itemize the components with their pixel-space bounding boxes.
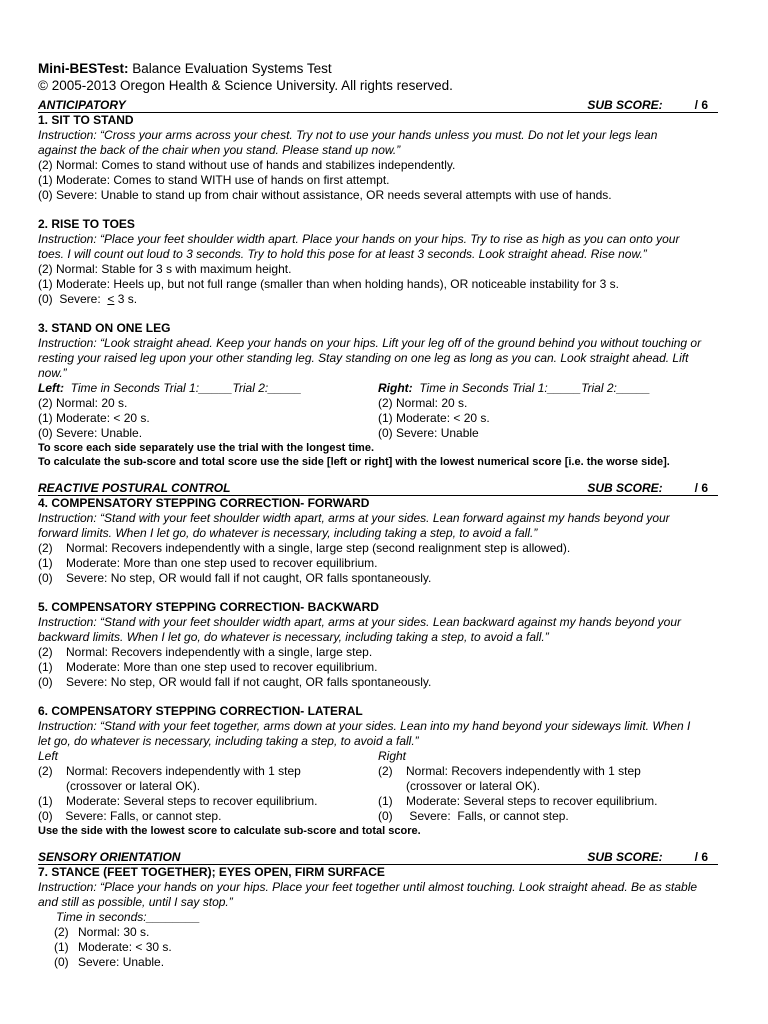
item-3-instruction-line-2: resting your raised leg upon your other standing leg. Stay standing on one leg as long as you can. Look straight ahead. Lift [38,351,689,365]
item-3-note-2: To calculate the sub-score and total score use the side [left or right] with the lowest numerical score [i.e. the worse side]. [38,456,670,468]
sub-score-label: SUB SCORE: [587,481,663,495]
item-4-option-severe[interactable] [38,571,718,586]
item-3-right-option-severe[interactable]: (0) Severe: Unable [378,426,479,440]
sub-score-label: SUB SCORE: [587,850,663,864]
test-form [38,60,718,970]
item-3-left-option-moderate[interactable]: (1) Moderate: < 20 s. [38,411,150,425]
item-4-heading: 4. COMPENSATORY STEPPING CORRECTION- FORWARD [38,496,370,510]
section-label: REACTIVE POSTURAL CONTROL [38,481,231,495]
item-7-option-moderate[interactable] [38,940,718,955]
item-6-right-option-normal[interactable] [378,764,718,779]
section-header-anticipatory [38,98,718,113]
item-3-left-option-severe[interactable]: (0) Severe: Unable. [38,426,143,440]
sub-score-field[interactable] [587,850,708,864]
item-6-right-option-normal-cont: (crossover or lateral OK). [406,779,541,793]
item-5-instruction-line-1: Instruction: “Stand with your feet shoulder width apart, arms at your sides. Lean backward against my hands beyond your [38,615,682,629]
item-3-right-option-moderate[interactable]: (1) Moderate: < 20 s. [378,411,490,425]
item-3-right-trial-fields: Time in Seconds Trial 1:_____Trial 2:_____ [412,381,651,395]
option-text: Moderate: < 30 s. [78,940,172,954]
option-text: Normal: Recovers independently with a single, large step. [66,645,373,659]
item-6-sides [38,749,718,824]
item-3-instruction-line-1: Instruction: “Look straight ahead. Keep your hands on your hips. Lift your leg off of the ground behind you without touching or [38,336,702,350]
item-5-heading: 5. COMPENSATORY STEPPING CORRECTION- BACKWARD [38,600,379,614]
item-5-option-moderate[interactable] [38,660,718,675]
item-6-heading: 6. COMPENSATORY STEPPING CORRECTION- LATERAL [38,704,363,718]
option-text: Moderate: Several steps to recover equilibrium. [66,794,318,808]
option-number: (1) [38,660,53,674]
sub-score-field[interactable] [587,481,708,495]
item-2-heading: 2. RISE TO TOES [38,217,135,231]
item-3-instruction-line-3: now.” [38,366,67,380]
option-number: (0) [38,571,53,585]
option-number: (1) [54,940,69,954]
option-number: (0) [38,809,53,823]
item-1-instruction-line-2: against the back of the chair when you stand. Please stand up now.” [38,143,401,157]
item-4-option-moderate[interactable] [38,556,718,571]
title-subtitle: Balance Evaluation Systems Test [128,61,332,76]
item-7-instruction-line-1: Instruction: “Place your hands on your hips. Place your feet together until almost touching. Look straight ahead. Be as stable [38,880,698,894]
option-text: Moderate: Several steps to recover equilibrium. [406,794,658,808]
item-3-left-label: Left: [38,381,64,395]
item-2-instruction-line-1: Instruction: “Place your feet shoulder width apart. Place your hands on your hips. Try to rise as high as you can onto your [38,232,680,246]
item-6-left-option-normal-cont: (crossover or lateral OK). [66,779,201,793]
document-title [38,60,718,77]
item-1-option-moderate[interactable]: (1) Moderate: Comes to stand WITH use of hands on first attempt. [38,173,390,187]
item-6-right-column [378,749,718,824]
item-5-option-severe[interactable] [38,675,718,690]
item-1-instruction-line-1: Instruction: “Cross your arms across your chest. Try not to use your hands unless you must. Do not let your legs lean [38,128,658,142]
item-6-right-option-severe[interactable] [378,809,718,824]
item-6-instruction-line-2: let go, do whatever is necessary, including taking a step, to avoid a fall.” [38,734,419,748]
item-2-option-severe[interactable] [38,292,718,307]
sub-score-max: / 6 [694,98,708,112]
item-6-note: Use the side with the lowest score to calculate sub-score and total score. [38,825,421,837]
item-5-instruction-line-2: backward limits. When I let go, do whatever is necessary, including taking a step, to avoid a fall.” [38,630,549,644]
item-4-option-normal[interactable] [38,541,718,556]
option-text: Severe: Falls, or cannot step. [62,809,222,823]
option-text: Severe: Unable. [78,955,165,969]
item-6-right-label: Right [378,749,407,763]
item-6-left-option-moderate[interactable] [38,794,378,809]
item-4-instruction-line-2: forward limits. When I let go, do whatever is necessary, including taking a step, to avoid a fall.” [38,526,538,540]
section-label: SENSORY ORIENTATION [38,850,181,864]
item-6-right-option-moderate[interactable] [378,794,718,809]
item-7-option-severe[interactable] [38,955,718,970]
option-text: Severe: No step, OR would fall if not caught, OR falls spontaneously. [66,675,432,689]
copyright-line: © 2005-2013 Oregon Health & Science University. All rights reserved. [38,78,453,93]
option-text: Severe: Falls, or cannot step. [406,809,569,823]
item-3-left-trial-fields: Time in Seconds Trial 1:_____Trial 2:_____ [64,381,302,395]
item-4-instruction-line-1: Instruction: “Stand with your feet shoulder width apart, arms at your sides. Lean forward against my hands beyond your [38,511,670,525]
item-6-left-option-normal[interactable] [38,764,378,779]
option-number: (2) [38,764,53,778]
option-text: Normal: Recovers independently with a single, large step (second realignment step is allowed). [66,541,571,555]
item-6-left-label: Left [38,749,59,763]
item-2-instruction-line-2: toes. I will count out loud to 3 seconds. Try to hold this pose for at least 3 seconds. Look straight ahead. Rise now.” [38,247,647,261]
item-7-time-field[interactable]: Time in seconds:________ [56,910,200,924]
sub-score-label: SUB SCORE: [587,98,663,112]
item-3-left-trials[interactable] [38,381,378,396]
item-7-instruction-line-2: and still as possible, until I say stop.” [38,895,233,909]
item-3-right-label: Right: [378,381,413,395]
section-header-reactive [38,481,718,496]
item-2-severe-symbol: < [107,292,115,306]
item-3-left-option-normal[interactable]: (2) Normal: 20 s. [38,396,128,410]
sub-score-max: / 6 [694,850,708,864]
option-text: Normal: Recovers independently with 1 step [66,764,301,778]
item-1-heading: 1. SIT TO STAND [38,113,134,127]
option-number: (2) [54,925,69,939]
section-label: ANTICIPATORY [38,98,126,112]
sub-score-field[interactable] [587,98,708,112]
title-test-name: Mini-BESTest: [38,61,129,76]
item-2-option-moderate[interactable]: (1) Moderate: Heels up, but not full range (smaller than when holding hands), OR noticeable instability for 3 s. [38,277,619,291]
item-2-severe-prefix: (0) Severe: [38,292,108,306]
option-number: (1) [378,794,393,808]
option-text: Severe: No step, OR would fall if not caught, OR falls spontaneously. [66,571,432,585]
item-2-option-normal[interactable]: (2) Normal: Stable for 3 s with maximum height. [38,262,292,276]
item-7-option-normal[interactable] [38,925,718,940]
item-6-left-option-severe[interactable] [38,809,378,824]
item-6-left-column [38,749,378,824]
item-6-instruction-line-1: Instruction: “Stand with your feet together, arms down at your sides. Lean into my hand beyond your sideways limit. When I [38,719,691,733]
option-number: (0) [38,675,53,689]
option-number: (0) [54,955,69,969]
option-number: (1) [38,794,53,808]
option-text: Moderate: More than one step used to recover equilibrium. [66,660,378,674]
sub-score-max: / 6 [694,481,708,495]
option-text: Normal: Recovers independently with 1 step [406,764,641,778]
item-3-right-column [378,381,718,441]
option-text: Normal: 30 s. [78,925,150,939]
item-7-heading: 7. STANCE (FEET TOGETHER); EYES OPEN, FIRM SURFACE [38,865,385,879]
item-1-option-normal[interactable]: (2) Normal: Comes to stand without use of hands and stabilizes independently. [38,158,456,172]
option-number: (2) [38,541,53,555]
item-3-right-option-normal[interactable]: (2) Normal: 20 s. [378,396,468,410]
option-number: (2) [378,764,393,778]
option-number: (0) [378,809,393,823]
item-3-note-1: To score each side separately use the trial with the longest time. [38,442,375,454]
section-header-sensory [38,850,718,865]
item-3-sides [38,381,718,441]
item-3-heading: 3. STAND ON ONE LEG [38,321,171,335]
option-number: (1) [38,556,53,570]
option-number: (2) [38,645,53,659]
item-3-left-column [38,381,378,441]
item-5-option-normal[interactable] [38,645,718,660]
item-2-severe-suffix: 3 s. [114,292,138,306]
item-3-right-trials[interactable] [378,381,718,396]
option-text: Moderate: More than one step used to recover equilibrium. [66,556,378,570]
item-1-option-severe[interactable]: (0) Severe: Unable to stand up from chair without assistance, OR needs several attempts with use of hands. [38,188,612,202]
